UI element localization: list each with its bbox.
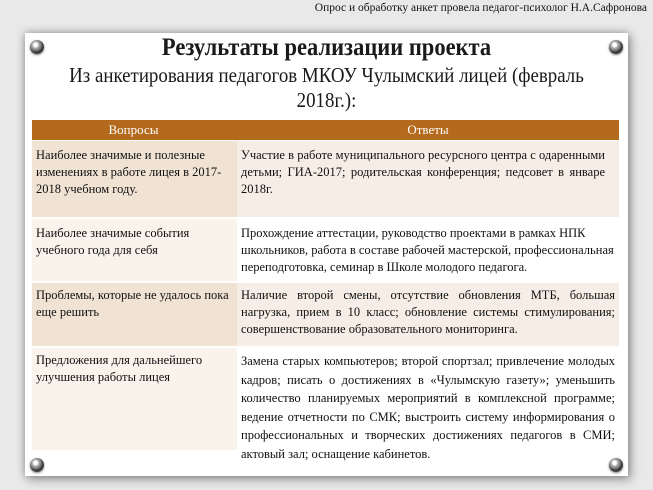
results-table (32, 120, 619, 461)
table-row (32, 283, 619, 346)
pin-bottom-left-icon (30, 458, 44, 472)
slide-title: Результаты реализации проекта (161, 34, 492, 61)
question-cell: Предложения для дальнейшего улучшения работы лицея (36, 353, 203, 384)
table-row (32, 348, 619, 461)
slide-subtitle: Из анкетирования педагогов МКОУ Чулымский лицей (февраль 2018г.): (69, 63, 584, 112)
table-row (32, 219, 619, 281)
table-row (32, 141, 619, 217)
table-header (32, 120, 619, 140)
question-cell: Наиболее значимые и полезные изменениях в работе лицея в 2017-2018 учебном году. (36, 148, 222, 196)
credit-caption: Опрос и обработку анкет провела педагог-психолог Н.А.Сафронова (314, 2, 647, 14)
pin-top-left-icon (30, 40, 44, 54)
answer-cell: Участие в работе муниципального ресурсного центра с одаренными детьми; ГИА-2017; родительская конференция; педсовет в январе 2018г. (237, 141, 619, 217)
question-cell: Наиболее значимые события учебного года для себя (36, 226, 190, 257)
question-cell: Проблемы, которые не удалось пока еще решить (36, 288, 229, 319)
column-header-questions: Вопросы (108, 122, 159, 137)
answer-cell: Наличие второй смены, отсутствие обновления МТБ, большая нагрузка, прием в 10 класс; обновление системы стимулирования; совершенствование образовательного мониторинга. (237, 283, 619, 346)
answer-cell: Прохождение аттестации, руководство проектами в рамках НПК школьников, работа в составе рабочей мастерской, профессиональная переподготовка, семинар в Школе молодого педагога. (237, 219, 619, 281)
pin-bottom-right-icon (609, 458, 623, 472)
column-header-answers: Ответы (407, 122, 449, 137)
pin-top-right-icon (609, 40, 623, 54)
answer-cell: Замена старых компьютеров; второй спортзал; привлечение молодых кадров; писать о достижениях в «Чулымскую газету»; уменьшить количество планируемых мероприятий в комплексной программе; ведение отчетности по СМК; выстроить систему информирования о профессиональных и творческих достижениях педагогов в СМИ; актовый зал; оснащение кабинетов. (237, 348, 619, 450)
